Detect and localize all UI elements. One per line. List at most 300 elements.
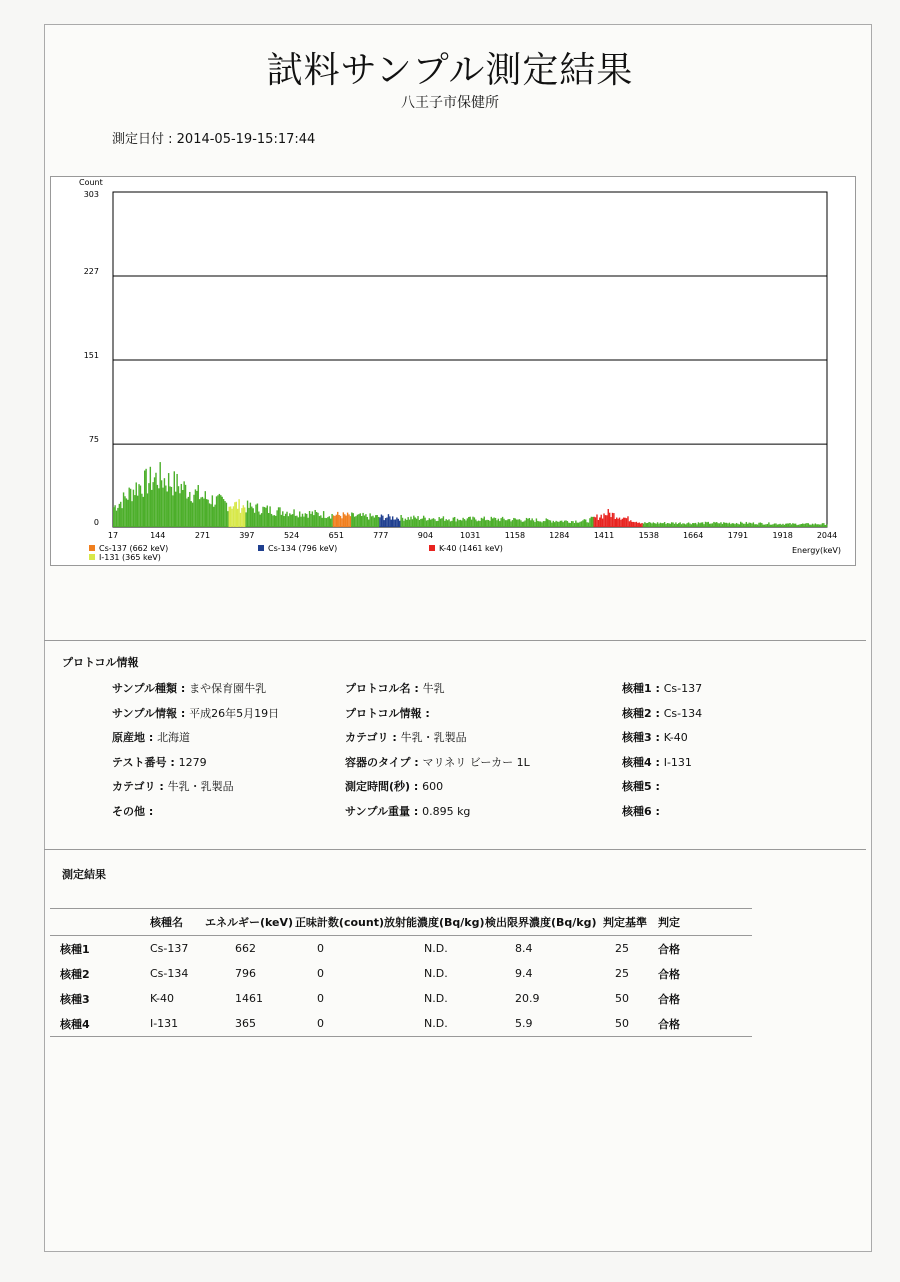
spectrum-bar xyxy=(424,518,425,527)
table-cell: N.D. xyxy=(424,942,448,955)
protocol-field-label: サンプル情報 : xyxy=(112,706,190,720)
spectrum-bar xyxy=(624,518,625,527)
spectrum-bar xyxy=(159,462,160,527)
spectrum-bar xyxy=(508,519,509,527)
spectrum-bar xyxy=(313,515,314,527)
spectrum-bar xyxy=(121,508,122,527)
y-axis-label: Count xyxy=(79,178,103,187)
spectrum-bar xyxy=(145,469,146,527)
spectrum-bar xyxy=(812,524,813,527)
spectrum-bar xyxy=(175,492,176,527)
spectrum-bar xyxy=(548,520,549,527)
spectrum-bar xyxy=(723,522,724,527)
spectrum-bar xyxy=(183,481,184,527)
spectrum-bar xyxy=(337,512,338,527)
spectrum-bar xyxy=(336,515,337,527)
spectrum-bar xyxy=(629,521,630,527)
table-cell: 50 xyxy=(614,992,629,1005)
spectrum-bar xyxy=(140,486,141,527)
spectrum-bar xyxy=(489,521,490,527)
spectrum-bar xyxy=(712,523,713,527)
spectrum-bar xyxy=(267,506,268,527)
spectrum-bar xyxy=(295,516,296,527)
spectrum-bar xyxy=(171,487,172,527)
table-cell: 25 xyxy=(614,967,629,980)
spectrum-bar xyxy=(189,492,190,527)
spectrum-bar xyxy=(477,521,478,527)
spectrum-bar xyxy=(595,517,596,527)
spectrum-bar xyxy=(670,524,671,527)
spectrum-bar xyxy=(671,522,672,527)
spectrum-bar xyxy=(747,524,748,527)
protocol-field-label: 原産地 : xyxy=(112,731,158,745)
spectrum-bar xyxy=(523,522,524,527)
spectrum-bar xyxy=(236,502,237,527)
spectrum-bar xyxy=(582,520,583,527)
spectrum-bar xyxy=(138,484,139,527)
spectrum-bar xyxy=(415,517,416,527)
spectrum-bar xyxy=(539,521,540,527)
spectrum-bar xyxy=(789,523,790,527)
spectrum-bar xyxy=(389,516,390,527)
spectrum-bar xyxy=(161,480,162,527)
spectrum-bar xyxy=(144,471,145,527)
y-tick-label: 303 xyxy=(83,190,99,199)
spectrum-svg xyxy=(51,177,855,565)
spectrum-bar xyxy=(451,521,452,527)
spectrum-bar xyxy=(805,523,806,527)
spectrum-bar xyxy=(702,522,703,527)
spectrum-bar xyxy=(398,519,399,527)
spectrum-bar xyxy=(364,515,365,527)
table-cell: 合格 xyxy=(658,1011,752,1037)
spectrum-bar xyxy=(668,523,669,527)
spectrum-bar xyxy=(613,513,614,527)
spectrum-bar xyxy=(737,524,738,527)
spectrum-bar xyxy=(340,516,341,527)
spectrum-bar xyxy=(182,490,183,527)
date-label: 測定日付 : xyxy=(112,132,177,147)
spectrum-bar xyxy=(305,513,306,527)
spectrum-bar xyxy=(782,524,783,527)
spectrum-bar xyxy=(433,518,434,527)
table-cell: N.D. xyxy=(424,967,448,980)
protocol-field-label: 測定時間(秒) : xyxy=(345,780,423,794)
spectrum-bar xyxy=(300,517,301,527)
x-tick-label: 1538 xyxy=(638,531,659,540)
protocol-field-label: 核種6 : xyxy=(622,805,660,818)
spectrum-bar xyxy=(265,508,266,527)
spectrum-bar xyxy=(491,517,492,527)
spectrum-bar xyxy=(410,517,411,527)
spectrum-bar xyxy=(307,518,308,527)
spectrum-bar xyxy=(288,516,289,527)
spectrum-bar xyxy=(322,518,323,527)
table-cell: Cs-137 xyxy=(149,942,189,955)
table-cell: 25 xyxy=(614,942,629,955)
spectrum-bar xyxy=(465,520,466,527)
spectrum-bar xyxy=(272,515,273,527)
spectrum-bar xyxy=(429,518,430,527)
spectrum-bar xyxy=(681,524,682,527)
spectrum-bar xyxy=(206,499,207,527)
legend-swatch xyxy=(258,545,264,551)
spectrum-bar xyxy=(400,515,401,527)
spectrum-bar xyxy=(509,519,510,527)
spectrum-bar xyxy=(260,515,261,527)
protocol-field xyxy=(112,680,266,696)
table-cell: 0 xyxy=(316,942,324,955)
spectrum-bar xyxy=(713,522,714,527)
spectrum-bar xyxy=(732,523,733,527)
spectrum-bar xyxy=(558,522,559,527)
spectrum-bar xyxy=(448,519,449,527)
spectrum-bar xyxy=(722,524,723,527)
spectrum-bar xyxy=(343,512,344,527)
spectrum-bar xyxy=(461,520,462,527)
spectrum-bar xyxy=(503,519,504,527)
spectrum-bar xyxy=(481,518,482,527)
spectrum-bar xyxy=(510,521,511,527)
spectrum-bar xyxy=(596,514,597,527)
protocol-field xyxy=(112,705,279,721)
spectrum-bar xyxy=(760,522,761,527)
spectrum-bar xyxy=(493,517,494,527)
spectrum-bar xyxy=(527,519,528,527)
divider-protocol xyxy=(44,640,866,641)
spectrum-bar xyxy=(430,520,431,527)
spectrum-bar xyxy=(705,522,706,527)
spectrum-bar xyxy=(460,520,461,527)
spectrum-bar xyxy=(285,514,286,527)
spectrum-bar xyxy=(360,513,361,527)
spectrum-bar xyxy=(407,517,408,527)
spectrum-bar xyxy=(434,519,435,527)
spectrum-bar xyxy=(119,504,120,527)
table-row xyxy=(50,986,752,1011)
protocol-field-label: 核種2 : xyxy=(622,706,664,720)
spectrum-bar xyxy=(536,518,537,527)
spectrum-bar xyxy=(457,519,458,527)
spectrum-bar xyxy=(478,521,479,527)
spectrum-bar xyxy=(113,507,114,527)
spectrum-bar xyxy=(303,517,304,527)
spectrum-bar xyxy=(379,517,380,527)
spectrum-bar xyxy=(520,520,521,527)
spectrum-bar xyxy=(706,522,707,527)
spectrum-bar xyxy=(779,524,780,527)
spectrum-bar xyxy=(444,521,445,527)
spectrum-bar xyxy=(289,513,290,527)
spectrum-bar xyxy=(689,523,690,527)
spectrum-bar xyxy=(341,518,342,527)
protocol-field-label: 核種3 : xyxy=(622,731,664,745)
spectrum-bar xyxy=(639,523,640,527)
spectrum-bar xyxy=(636,522,637,527)
spectrum-bar xyxy=(584,519,585,527)
spectrum-bar xyxy=(651,523,652,527)
spectrum-bar xyxy=(147,493,148,527)
spectrum-bar xyxy=(296,516,297,527)
spectrum-bar xyxy=(755,524,756,527)
spectrum-bar xyxy=(417,516,418,527)
spectrum-bar xyxy=(682,523,683,527)
spectrum-bar xyxy=(758,523,759,527)
protocol-field-label: プロトコル名 : xyxy=(345,682,423,695)
spectrum-bar xyxy=(703,524,704,527)
organization-name: 八王子市保健所 xyxy=(401,95,499,111)
x-tick-label: 1664 xyxy=(682,531,704,540)
protocol-field xyxy=(622,705,702,721)
results-header-row xyxy=(50,909,752,936)
table-cell: 365 xyxy=(205,1011,295,1037)
spectrum-bar xyxy=(330,519,331,527)
spectrum-bar xyxy=(633,522,634,527)
x-tick-label: 1791 xyxy=(727,531,749,540)
spectrum-bar xyxy=(823,523,824,527)
spectrum-bar xyxy=(574,523,575,527)
spectrum-bar xyxy=(306,514,307,527)
spectrum-bar xyxy=(472,517,473,527)
spectrum-bar xyxy=(474,517,475,527)
spectrum-bar xyxy=(684,524,685,527)
spectrum-bar xyxy=(648,522,649,527)
protocol-field-value: まや保育園牛乳 xyxy=(189,682,267,695)
spectrum-bar xyxy=(608,509,609,527)
spectrum-bar xyxy=(565,520,566,527)
spectrum-bar xyxy=(158,488,159,527)
spectrum-bar xyxy=(114,505,115,527)
legend-label: Cs-137 (662 keV) xyxy=(99,544,169,553)
spectrum-bar xyxy=(657,522,658,527)
protocol-field xyxy=(622,680,702,696)
table-cell: 0 xyxy=(316,992,324,1005)
table-cell: 核種2 xyxy=(60,967,90,981)
spectrum-bar xyxy=(730,524,731,527)
spectrum-bar xyxy=(233,506,234,527)
spectrum-bar xyxy=(534,522,535,527)
spectrum-bar xyxy=(665,524,666,527)
spectrum-bar xyxy=(274,515,275,527)
spectrum-bar xyxy=(554,522,555,527)
spectrum-bar xyxy=(409,520,410,527)
spectrum-bar xyxy=(124,496,125,527)
spectrum-bar xyxy=(224,501,225,527)
spectrum-bar xyxy=(241,508,242,527)
spectrum-bar xyxy=(610,517,611,527)
spectrum-bar xyxy=(420,519,421,527)
spectrum-bar xyxy=(347,513,348,527)
spectrum-bar xyxy=(726,523,727,527)
spectrum-bar xyxy=(754,524,755,527)
spectrum-bar xyxy=(555,521,556,527)
results-header-cell: 核種名 xyxy=(150,909,205,936)
spectrum-bar xyxy=(381,515,382,527)
spectrum-bar xyxy=(423,516,424,527)
x-tick-label: 777 xyxy=(373,531,389,540)
spectrum-bar xyxy=(203,499,204,527)
spectrum-bar xyxy=(462,518,463,527)
spectrum-bar xyxy=(291,515,292,527)
spectrum-bar xyxy=(271,514,272,527)
spectrum-bar xyxy=(471,520,472,527)
spectrum-bar xyxy=(214,505,215,527)
protocol-field xyxy=(622,803,660,819)
spectrum-bar xyxy=(499,521,500,527)
spectrum-bar xyxy=(803,524,804,527)
protocol-field-value: 600 xyxy=(422,780,444,794)
spectrum-bar xyxy=(792,523,793,527)
spectrum-bar xyxy=(252,508,253,527)
spectrum-bar xyxy=(226,503,227,527)
spectrum-bar xyxy=(606,515,607,527)
spectrum-bar xyxy=(299,511,300,527)
spectrum-bar xyxy=(195,489,196,527)
spectrum-bar xyxy=(358,514,359,527)
spectrum-bar xyxy=(765,524,766,527)
spectrum-bar xyxy=(282,511,283,527)
spectrum-bar xyxy=(427,520,428,527)
spectrum-bar xyxy=(455,521,456,527)
spectrum-bar xyxy=(275,516,276,527)
x-tick-label: 1918 xyxy=(772,531,793,540)
spectrum-bar xyxy=(131,501,132,527)
spectrum-bar xyxy=(391,520,392,527)
report-title: 試料サンプル測定結果 xyxy=(266,50,634,91)
spectrum-bar xyxy=(247,501,248,527)
table-cell: I-131 xyxy=(150,1011,205,1037)
spectrum-bar xyxy=(188,497,189,527)
spectrum-bar xyxy=(585,520,586,527)
spectrum-bar xyxy=(650,523,651,527)
spectrum-bar xyxy=(519,519,520,527)
results-header-cell xyxy=(50,909,150,936)
spectrum-bar xyxy=(443,516,444,527)
spectrum-bar xyxy=(561,521,562,527)
y-tick-label: 0 xyxy=(93,518,99,527)
spectrum-bar xyxy=(251,507,252,527)
spectrum-bar xyxy=(530,520,531,527)
protocol-field-value: マリネリ ビーカー 1L xyxy=(422,755,530,769)
spectrum-bar xyxy=(593,517,594,527)
spectrum-bar xyxy=(620,520,621,527)
x-tick-label: 1284 xyxy=(549,531,570,540)
spectrum-bar xyxy=(371,516,372,527)
spectrum-bar xyxy=(137,496,138,527)
spectrum-bar xyxy=(385,518,386,527)
spectrum-bar xyxy=(351,512,352,527)
spectrum-bar xyxy=(320,515,321,527)
spectrum-bar xyxy=(778,524,779,527)
protocol-field-value: Cs-137 xyxy=(663,682,703,695)
x-tick-label: 144 xyxy=(150,531,166,540)
spectrum-bar xyxy=(162,488,163,527)
spectrum-bar xyxy=(724,523,725,527)
spectrum-bar xyxy=(579,522,580,527)
spectrum-bar xyxy=(167,491,168,527)
spectrum-bar xyxy=(413,516,414,527)
spectrum-bar xyxy=(674,524,675,527)
divider-results xyxy=(44,849,866,850)
spectrum-bar xyxy=(240,513,241,527)
spectrum-bar xyxy=(179,493,180,527)
spectrum-bar xyxy=(801,524,802,527)
results-header-cell: 放射能濃度(Bq/kg) xyxy=(384,909,485,936)
spectrum-bar xyxy=(126,498,127,527)
y-tick-label: 75 xyxy=(88,435,99,445)
spectrum-bar xyxy=(685,524,686,527)
spectrum-bar xyxy=(482,519,483,527)
spectrum-bar xyxy=(550,520,551,527)
spectrum-bar xyxy=(500,518,501,527)
x-tick-label: 1411 xyxy=(593,531,615,540)
spectrum-bar xyxy=(640,524,641,527)
table-cell: 0 xyxy=(316,967,324,980)
spectrum-bar xyxy=(603,513,604,527)
spectrum-bar xyxy=(446,519,447,527)
spectrum-bar xyxy=(815,523,816,527)
spectrum-bar xyxy=(469,517,470,527)
spectrum-bar xyxy=(506,520,507,527)
spectrum-bar xyxy=(751,523,752,527)
spectrum-bar xyxy=(699,523,700,527)
spectrum-bar xyxy=(217,495,218,527)
spectrum-bar xyxy=(763,525,764,527)
spectrum-bar xyxy=(319,516,320,527)
spectrum-bar xyxy=(646,523,647,527)
spectrum-bar xyxy=(551,523,552,527)
spectrum-bar xyxy=(775,523,776,527)
spectrum-bar xyxy=(560,521,561,527)
spectrum-bar xyxy=(605,515,606,527)
spectrum-bar xyxy=(617,519,618,527)
x-tick-label: 524 xyxy=(283,531,300,540)
spectrum-bar xyxy=(198,485,199,527)
spectrum-bar xyxy=(736,523,737,527)
spectrum-bar xyxy=(157,485,158,527)
spectrum-bar xyxy=(148,483,149,527)
table-cell: 合格 xyxy=(657,992,680,1006)
spectrum-bar xyxy=(169,486,170,527)
spectrum-bar xyxy=(120,502,121,527)
spectrum-bar xyxy=(416,519,417,527)
spectrum-bar xyxy=(791,524,792,527)
spectrum-bar xyxy=(658,524,659,527)
spectrum-bar xyxy=(412,519,413,527)
plot-area xyxy=(113,192,827,527)
spectrum-bar xyxy=(543,521,544,527)
spectrum-bar xyxy=(513,518,514,527)
spectrum-bar xyxy=(123,492,124,527)
spectrum-bar xyxy=(619,518,620,527)
spectrum-bar xyxy=(210,504,211,527)
spectrum-bar xyxy=(795,524,796,527)
spectrum-bar xyxy=(419,520,420,527)
spectrum-bar xyxy=(632,522,633,527)
spectrum-bar xyxy=(686,523,687,527)
spectrum-bar xyxy=(589,518,590,527)
protocol-section-title: プロトコル情報 xyxy=(62,656,139,669)
spectrum-bar xyxy=(588,523,589,527)
spectrum-bar xyxy=(220,495,221,527)
spectrum-bar xyxy=(492,518,493,527)
spectrum-bar xyxy=(164,478,165,527)
spectrum-bar xyxy=(314,510,315,527)
spectrum-bar xyxy=(216,496,217,527)
spectrum-bar xyxy=(531,518,532,527)
spectrum-bar xyxy=(279,507,280,527)
protocol-field-label: 核種1 : xyxy=(622,682,664,695)
